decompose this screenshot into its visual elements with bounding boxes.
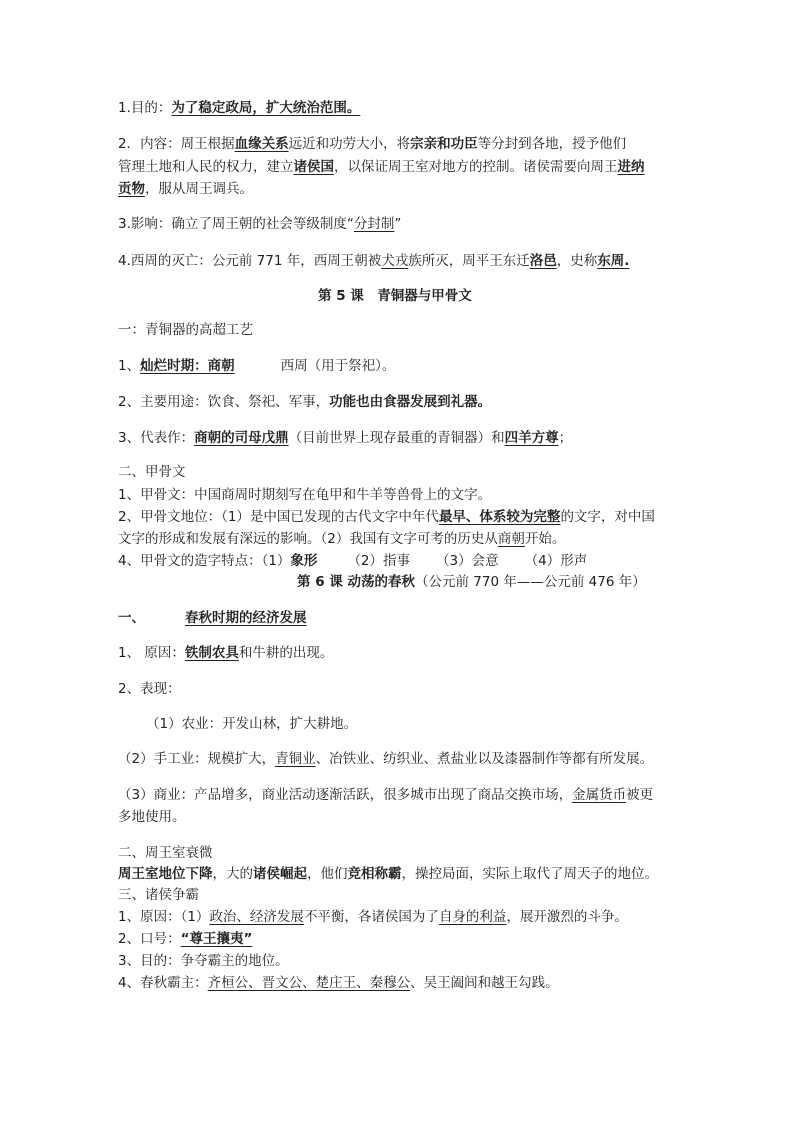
text: 文字的形成和发展有深远的影响。（2）我国有文字可考的历史从 xyxy=(118,531,498,547)
answer: “尊王攘夷” xyxy=(180,931,253,947)
text: 4.西周的灭亡：公元前 771 年，西周王朝被 xyxy=(118,253,382,269)
answer: 为了稳定政局，扩大统治范围。 xyxy=(171,100,361,116)
text: （目前世界上现存最重的青铜器）和 xyxy=(288,430,505,446)
answer: 灿烂时期：商朝 xyxy=(140,358,235,374)
answer: 最早、体系较为完整 xyxy=(438,509,561,525)
text: ，服从周王调兵。 xyxy=(145,181,253,197)
answer: 犬戎 xyxy=(381,253,409,269)
text: 和牛耕的出现。 xyxy=(238,645,334,661)
text: （2）指事 xyxy=(347,553,411,569)
section-economy xyxy=(118,608,307,628)
purpose-line xyxy=(118,98,360,118)
text: 2、口号： xyxy=(118,931,181,947)
text: 1、原因：（1） xyxy=(118,909,210,925)
text: 、冶铁业、纺织业、煮盐业以及漆器制作等都有所发展。 xyxy=(315,751,654,767)
text: ； xyxy=(558,430,573,446)
oracle-features-line xyxy=(118,551,587,571)
title-text: 第 6 课 动荡的春秋 xyxy=(297,574,415,590)
text: ，他们 xyxy=(307,866,348,882)
text: （3）商业：产品增多，商业活动逐渐活跃，很多城市出现了商品交换市场， xyxy=(118,787,573,803)
text: 2．内容：周王根据 xyxy=(118,136,235,152)
section-bronze: 一：青铜器的高超工艺 xyxy=(118,322,253,338)
text: 3.影响：确立了周王朝的社会等级制度“ xyxy=(118,216,354,232)
text: 远近和功劳大小，将 xyxy=(288,136,411,152)
answer: 血缘关系 xyxy=(234,136,289,152)
text: 开始。 xyxy=(524,531,566,547)
heading: 春秋时期的经济发展 xyxy=(185,610,307,626)
text: 的文字，对中国 xyxy=(560,509,655,525)
lesson-6-title xyxy=(297,572,646,592)
answer: 诸侯国 xyxy=(293,159,334,175)
answer: 诸侯崛起 xyxy=(253,866,307,882)
text: （2）手工业：规模扩大， xyxy=(118,751,276,767)
text: 1.目的： xyxy=(118,100,172,116)
text: 被更 xyxy=(626,787,654,803)
answer: 铁制农具 xyxy=(184,645,239,661)
text: ，以保证周王室对地方的控制。诸侯需要向周王 xyxy=(334,159,618,175)
text: 一、 xyxy=(118,610,145,626)
answer: 金属货币 xyxy=(572,787,627,803)
section-hegemony: 三、诸侯争霸 xyxy=(118,887,199,903)
answer: 贡物 xyxy=(118,181,145,197)
content-line-3 xyxy=(118,179,253,199)
oracle-status-line-1 xyxy=(118,507,655,527)
text: ” xyxy=(394,216,402,232)
economy-show-line: 2、表现： xyxy=(118,681,181,697)
hegemony-cause-line xyxy=(118,907,628,927)
answer: 功能也由食器发展到礼器。 xyxy=(329,394,492,410)
text: 4、甲骨文的造字特点：（1） xyxy=(118,553,291,569)
section-oracle: 二、甲骨文 xyxy=(118,464,186,480)
answer: 政治、经济发展 xyxy=(209,909,304,925)
answer: 商朝的司母戊鼎 xyxy=(194,430,289,446)
answer: 齐桓公、晋文公、楚庄王、秦穆公 xyxy=(207,975,411,991)
handicraft-line xyxy=(118,749,653,769)
answer: 宗亲和功臣 xyxy=(410,136,478,152)
commerce-line-2: 多地使用。 xyxy=(118,809,186,825)
text: （3）会意 xyxy=(436,553,499,569)
text: ，操控局面，实际上取代了周天子的地位。 xyxy=(401,866,658,882)
text: 族所灭，周平王东迁 xyxy=(408,253,530,269)
answer: 四羊方尊 xyxy=(504,430,559,446)
commerce-line-1 xyxy=(118,785,653,805)
text: 3、代表作： xyxy=(118,430,195,446)
title-date: （公元前 770 年——公元前 476 年） xyxy=(415,574,646,590)
text: 不平衡，各诸侯国为了 xyxy=(303,909,439,925)
answer: 分封制 xyxy=(353,216,395,232)
answer: 竞相称霸 xyxy=(347,866,402,882)
text: 1、 原因： xyxy=(118,645,185,661)
economy-cause-line xyxy=(118,643,333,663)
text: 西周（用于祭祀）。 xyxy=(280,358,396,374)
answer: 洛邑 xyxy=(529,253,557,269)
text: ，史称 xyxy=(556,253,598,269)
oracle-status-line-2 xyxy=(118,529,565,549)
content-line-1 xyxy=(118,134,626,154)
text: 管理土地和人民的权力，建立 xyxy=(118,159,294,175)
decline-line xyxy=(118,864,658,884)
text: 等分封到各地，授予他们 xyxy=(477,136,627,152)
section-decline: 二、周王室衰微 xyxy=(118,845,213,861)
answer: 象形 xyxy=(290,553,318,569)
text: 2、甲骨文地位：（1）是中国已发现的古代文字中年代 xyxy=(118,509,439,525)
impact-line xyxy=(118,214,401,234)
hegemons-line xyxy=(118,973,559,993)
answer: 周王室地位下降 xyxy=(118,866,213,882)
answer: 自身的利益 xyxy=(438,909,507,925)
agriculture-line: （1）农业：开发山林，扩大耕地。 xyxy=(146,716,358,732)
bronze-works-line xyxy=(118,428,572,448)
text: 4、春秋霸主： xyxy=(118,975,208,991)
text: ，大的 xyxy=(212,866,253,882)
bronze-use-line xyxy=(118,392,491,412)
bronze-period-line xyxy=(118,356,395,376)
hegemony-goal-line: 3、目的：争夺霸主的地位。 xyxy=(118,953,289,969)
text: 1、 xyxy=(118,358,141,374)
hegemony-slogan-line xyxy=(118,929,252,949)
answer: 青铜业 xyxy=(275,751,316,767)
text: 2、主要用途：饮食、祭祀、军事， xyxy=(118,394,330,410)
content-line-2 xyxy=(118,157,645,177)
oracle-def-line: 1、甲骨文：中国商周时期刻写在龟甲和牛羊等兽骨上的文字。 xyxy=(118,487,492,503)
answer: 东周. xyxy=(597,253,630,269)
text: ，展开激烈的斗争。 xyxy=(506,909,628,925)
answer: 进纳 xyxy=(617,159,645,175)
lesson-5-title: 第 5 课 青铜器与甲骨文 xyxy=(318,288,472,304)
fall-line xyxy=(118,251,629,271)
text: 、吴王阖闾和越王勾践。 xyxy=(410,975,559,991)
text: （4）形声 xyxy=(524,553,588,569)
answer: 商朝 xyxy=(497,531,525,547)
